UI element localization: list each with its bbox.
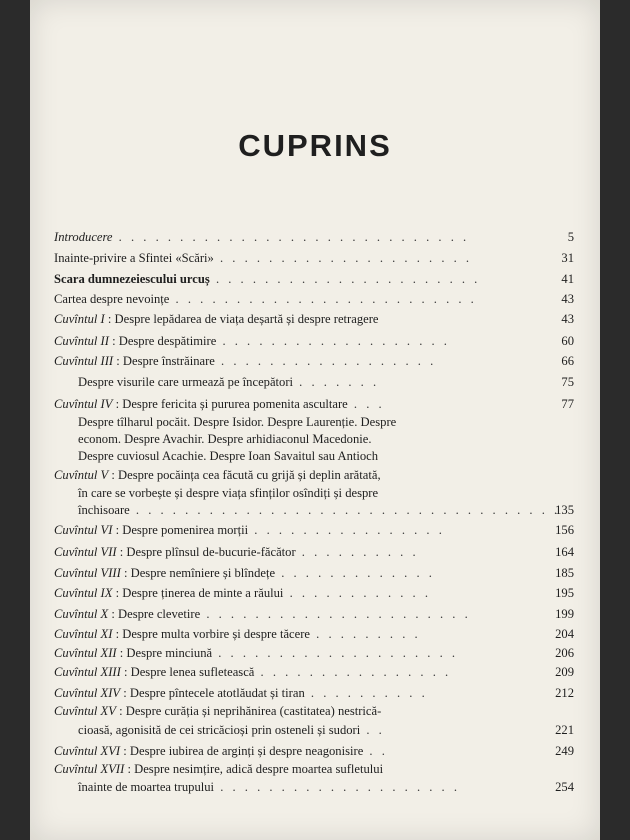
toc-label: Cuvîntul III (54, 354, 114, 368)
toc-text: Scara dumnezeiescului urcuș (54, 272, 210, 286)
toc-entry-line (54, 646, 458, 660)
toc-entry-line (54, 449, 378, 463)
toc-page-number: 221 (555, 723, 574, 737)
toc-page-number: 204 (555, 627, 574, 641)
toc-leader-dots: . . . . . . . . . . . . . . . . . . . . (212, 646, 459, 660)
toc-text: Despre fericita și pururea pomenita ascultare (122, 397, 348, 411)
toc-separator: : (116, 646, 127, 660)
toc-entry-line (54, 744, 388, 758)
toc-page-number: 254 (555, 780, 574, 794)
toc-entry (54, 229, 574, 246)
toc-text: Despre iubirea de arginți și despre neagonisire (129, 744, 364, 758)
toc-text: Despre nesimțire, adică despre moartea sufletului (134, 762, 384, 776)
toc-leader-dots: . . . (347, 397, 385, 411)
toc-entry (54, 606, 574, 623)
toc-page-number: 156 (555, 523, 574, 537)
toc-entry (54, 333, 574, 350)
toc-page-number: 43 (561, 292, 574, 306)
toc-separator: : (115, 704, 126, 718)
toc-separator: : (108, 334, 119, 348)
toc-page-number: 43 (561, 312, 574, 326)
toc-leader-dots: . . . . . . . . . . . . . . . . . . . . . . . . . . . . . (112, 230, 470, 244)
toc-leader-dots: . . . . . . . . . . . . . . . . (254, 665, 452, 679)
toc-separator: : (112, 586, 123, 600)
toc-entry (54, 685, 574, 702)
toc-label: Cuvîntul XV (54, 704, 116, 718)
toc-leader-dots: . . . . . . . (293, 375, 380, 389)
toc-label: Cuvîntul XVI (54, 744, 121, 758)
toc-entry (54, 448, 574, 465)
toc-entry (54, 743, 574, 760)
toc-entry (54, 250, 574, 267)
toc-text: Despre multa vorbire și despre tăcere (122, 627, 310, 641)
toc-leader-dots: . . . . . . . . . . . . . (275, 566, 435, 580)
toc-text: Despre minciună (126, 646, 213, 660)
toc-page-number: 75 (561, 375, 574, 389)
toc-entry (54, 353, 574, 370)
toc-page-number: 41 (561, 272, 574, 286)
toc-entry-line (54, 686, 428, 700)
toc-text: Inainte-privire a Sfintei «Scări» (54, 251, 214, 265)
toc-entry-line (54, 354, 436, 368)
toc-separator: : (120, 566, 131, 580)
toc-entry-line (54, 665, 451, 679)
toc-label: Cuvîntul VI (54, 523, 113, 537)
toc-separator: : (124, 762, 135, 776)
toc-entry-line (54, 312, 379, 326)
toc-entry-line (54, 375, 379, 389)
toc-entry (54, 271, 574, 288)
toc-entry-line (54, 780, 460, 794)
toc-page-number: 249 (555, 744, 574, 758)
toc-entry-line (54, 627, 421, 641)
toc-page-number: 5 (567, 230, 574, 244)
toc-entry-line (54, 292, 477, 306)
toc-page-number: 185 (555, 566, 574, 580)
toc-entry-line (54, 230, 469, 244)
toc-entry (54, 585, 574, 602)
toc-entry (54, 779, 574, 796)
toc-entry-line (54, 586, 431, 600)
toc-entry (54, 467, 574, 484)
toc-entry (54, 374, 574, 391)
toc-leader-dots: . . . . . . . . . . . . . . . . . . (214, 354, 437, 368)
toc-entry (54, 311, 574, 328)
toc-entry-line (54, 704, 381, 718)
toc-leader-dots: . . . . . . . . . . . . . . . . . . . . . (213, 251, 473, 265)
toc-text: închisoare (78, 503, 130, 517)
toc-text: econom. Despre Avachir. Despre arhidiaconul Macedonie. (78, 432, 372, 446)
toc-text: Despre curăția și neprihănirea (castitatea) nestrică- (125, 704, 382, 718)
toc-label: Cuvîntul XII (54, 646, 117, 660)
toc-label: Cuvîntul XIII (54, 665, 121, 679)
toc-leader-dots: . . (363, 744, 388, 758)
toc-text: Despre ținerea de minte a răului (122, 586, 284, 600)
toc-leader-dots: . . . . . . . . . . (304, 686, 428, 700)
toc-text: Despre visurile care urmează pe începători (78, 375, 294, 389)
toc-leader-dots: . . . . . . . . . (310, 627, 421, 641)
toc-entry (54, 291, 574, 308)
toc-text: Despre pîntecele atotlăudat și tiran (129, 686, 305, 700)
toc-entry (54, 544, 574, 561)
toc-page-number: 77 (561, 397, 574, 411)
toc-separator: : (116, 545, 127, 559)
toc-leader-dots: . . . . . . . . . . (295, 545, 419, 559)
toc-entry (54, 565, 574, 582)
toc-label: Cuvîntul VIII (54, 566, 121, 580)
toc-leader-dots: . . . . . . . . . . . . . . . . (248, 523, 445, 537)
toc-separator: : (112, 627, 123, 641)
toc-text: înainte de moartea trupului (78, 780, 215, 794)
toc-separator: : (113, 354, 123, 368)
toc-text: Despre pocăința cea făcută cu grijă și deplin arătată, (118, 468, 381, 482)
toc-entry-line (54, 272, 480, 286)
toc-entry (54, 722, 574, 739)
toc-page-number: 195 (555, 586, 574, 600)
toc-label: Cuvîntul IX (54, 586, 113, 600)
toc-leader-dots: . . . . . . . . . . . . . . . . . . . (216, 334, 450, 348)
toc-entry-line (54, 415, 396, 429)
toc-label: Cuvîntul I (54, 312, 105, 326)
toc-label: Cuvîntul VII (54, 545, 117, 559)
toc-entry-line (54, 397, 385, 411)
toc-label: Cuvîntul II (54, 334, 109, 348)
toc-page-number: 66 (561, 354, 574, 368)
toc-entry (54, 485, 574, 502)
toc-entry-line (54, 545, 419, 559)
toc-page-number: 164 (555, 545, 574, 559)
toc-leader-dots: . . . . . . . . . . . . . . . . . . . . (214, 780, 460, 794)
toc-text: Cartea despre nevoințe (54, 292, 170, 306)
toc-entry (54, 703, 574, 720)
toc-label: Cuvîntul IV (54, 397, 113, 411)
toc-separator: : (108, 468, 119, 482)
toc-entry (54, 396, 574, 413)
toc-separator: : (120, 665, 131, 679)
toc-entry-line (54, 468, 381, 482)
toc-label: Cuvîntul XVII (54, 762, 125, 776)
toc-entry (54, 664, 574, 681)
toc-entry-line (54, 523, 445, 537)
toc-text: Despre tîlharul pocăit. Despre Isidor. Despre Laurenție. Despre (78, 415, 397, 429)
toc-separator: : (112, 397, 123, 411)
toc-label: Cuvîntul XI (54, 627, 113, 641)
toc-text: Despre cuviosul Acachie. Despre Ioan Savaitul sau Antioch (78, 449, 379, 463)
toc-entry-line (54, 503, 560, 517)
toc-separator: : (112, 523, 123, 537)
toc-leader-dots: . . . . . . . . . . . . . . . . . . . . . . (209, 272, 481, 286)
toc-text: Despre despătimire (118, 334, 217, 348)
toc-text: cioasă, agonisită de cei stricăcioși prin osteneli și sudori (78, 723, 361, 737)
toc-page-number: 60 (561, 334, 574, 348)
toc-entry-line (54, 486, 378, 500)
toc-separator: : (120, 744, 130, 758)
toc-label: Introducere (54, 230, 113, 244)
toc-entry-line (54, 334, 450, 348)
toc-page-number: 212 (555, 686, 574, 700)
toc-page-number: 206 (555, 646, 574, 660)
toc-entry-line (54, 566, 435, 580)
toc-entry (54, 522, 574, 539)
toc-text: în care se vorbește și despre viața sfinților osîndiți și despre (78, 486, 379, 500)
toc-separator: : (120, 686, 130, 700)
toc-page-number: 31 (561, 251, 574, 265)
toc-separator: : (108, 607, 119, 621)
page-title: CUPRINS (238, 128, 392, 163)
toc-leader-dots: . . . . . . . . . . . . . . . . . . . . . . . . . . . . . . . . . . . (129, 503, 561, 517)
toc-entry-line (54, 251, 472, 265)
toc-entry-line (54, 432, 372, 446)
toc-entry-line (54, 762, 383, 776)
toc-label: Cuvîntul X (54, 607, 109, 621)
toc-leader-dots: . . . . . . . . . . . . . . . . . . . . . . . . . (169, 292, 477, 306)
toc-text: Despre înstrăinare (122, 354, 215, 368)
toc-entry (54, 431, 574, 448)
book-page (30, 0, 600, 840)
toc-text: Despre plînsul de-bucurie-făcător (126, 545, 296, 559)
toc-text: Despre clevetire (118, 607, 201, 621)
toc-page-number: 199 (555, 607, 574, 621)
toc-entry-line (54, 723, 385, 737)
toc-leader-dots: . . (360, 723, 385, 737)
toc-entry (54, 414, 574, 431)
toc-label: Cuvîntul XIV (54, 686, 121, 700)
toc-label: Cuvîntul V (54, 468, 109, 482)
toc-page-number: 209 (555, 665, 574, 679)
toc-entry (54, 645, 574, 662)
toc-text: Despre nemîniere și blîndețe (130, 566, 276, 580)
toc-entry (54, 626, 574, 643)
toc-text: Despre pomenirea morții (122, 523, 249, 537)
toc-separator: : (104, 312, 115, 326)
toc-page-number: 135 (555, 503, 574, 517)
toc-entry (54, 761, 574, 778)
toc-text: Despre lenea sufletească (130, 665, 255, 679)
toc-leader-dots: . . . . . . . . . . . . . . . . . . . . . . (200, 607, 471, 621)
toc-entry (54, 502, 574, 519)
toc-entry-line (54, 607, 471, 621)
toc-leader-dots: . . . . . . . . . . . . (283, 586, 431, 600)
toc-text: Despre lepădarea de viața deșartă și despre retragere (114, 312, 379, 326)
